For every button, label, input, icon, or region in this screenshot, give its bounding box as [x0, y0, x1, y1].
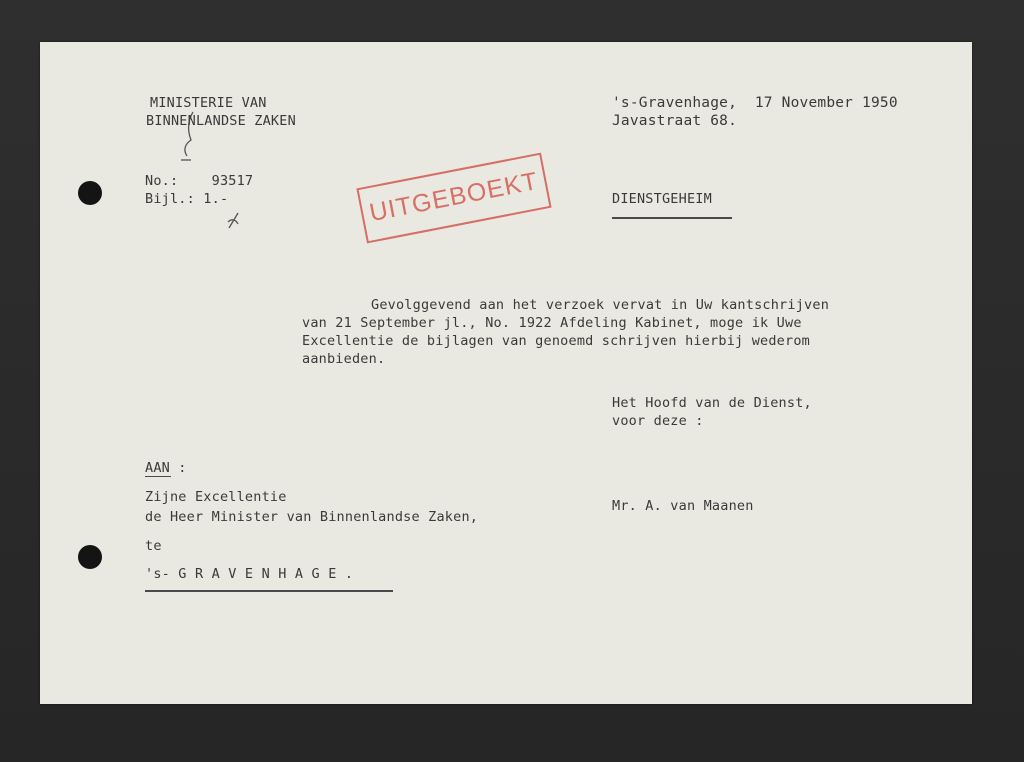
place-date-line: 's-Gravenhage, 17 November 1950	[612, 95, 898, 111]
letterhead-line-1: MINISTERIE VAN	[150, 95, 267, 111]
addressee-label-underline	[145, 476, 171, 477]
enclosures: Bijl.: 1.-	[145, 191, 229, 207]
signature-title: Het Hoofd van de Dienst,	[612, 395, 812, 411]
addressee-city: 's- G R A V E N H A G E .	[145, 566, 354, 582]
addressee-city-underline	[145, 590, 393, 592]
addressee-line-3: te	[145, 538, 162, 554]
body-line-2: van 21 September jl., No. 1922 Afdeling Kabinet, moge ik Uwe	[302, 315, 802, 331]
body-line-4: aanbieden.	[302, 351, 386, 367]
signatory-name: Mr. A. van Maanen	[612, 498, 754, 514]
body-line-3: Excellentie de bijlagen van genoemd schrijven hierbij wederom	[302, 333, 810, 349]
classification-underline	[612, 217, 732, 219]
punch-hole-top	[78, 181, 102, 205]
reference-number: No.: 93517	[145, 173, 254, 189]
punch-hole-bottom	[78, 545, 102, 569]
pen-handwritten-mark	[226, 212, 242, 230]
signature-per-proxy: voor deze :	[612, 413, 704, 429]
address-line: Javastraat 68.	[612, 113, 738, 129]
addressee-line-1: Zijne Excellentie	[145, 489, 287, 505]
addressee-line-2: de Heer Minister van Binnenlandse Zaken,	[145, 509, 479, 525]
letterhead-line-2: BINNENLANDSE ZAKEN	[146, 113, 296, 129]
letter-page	[40, 42, 972, 704]
addressee-label: AAN :	[145, 460, 187, 476]
body-line-1: Gevolggevend aan het verzoek vervat in Uw kantschrijven	[371, 297, 830, 313]
booked-stamp: UITGEBOEKT	[356, 153, 551, 244]
classification-label: DIENSTGEHEIM	[612, 191, 712, 207]
